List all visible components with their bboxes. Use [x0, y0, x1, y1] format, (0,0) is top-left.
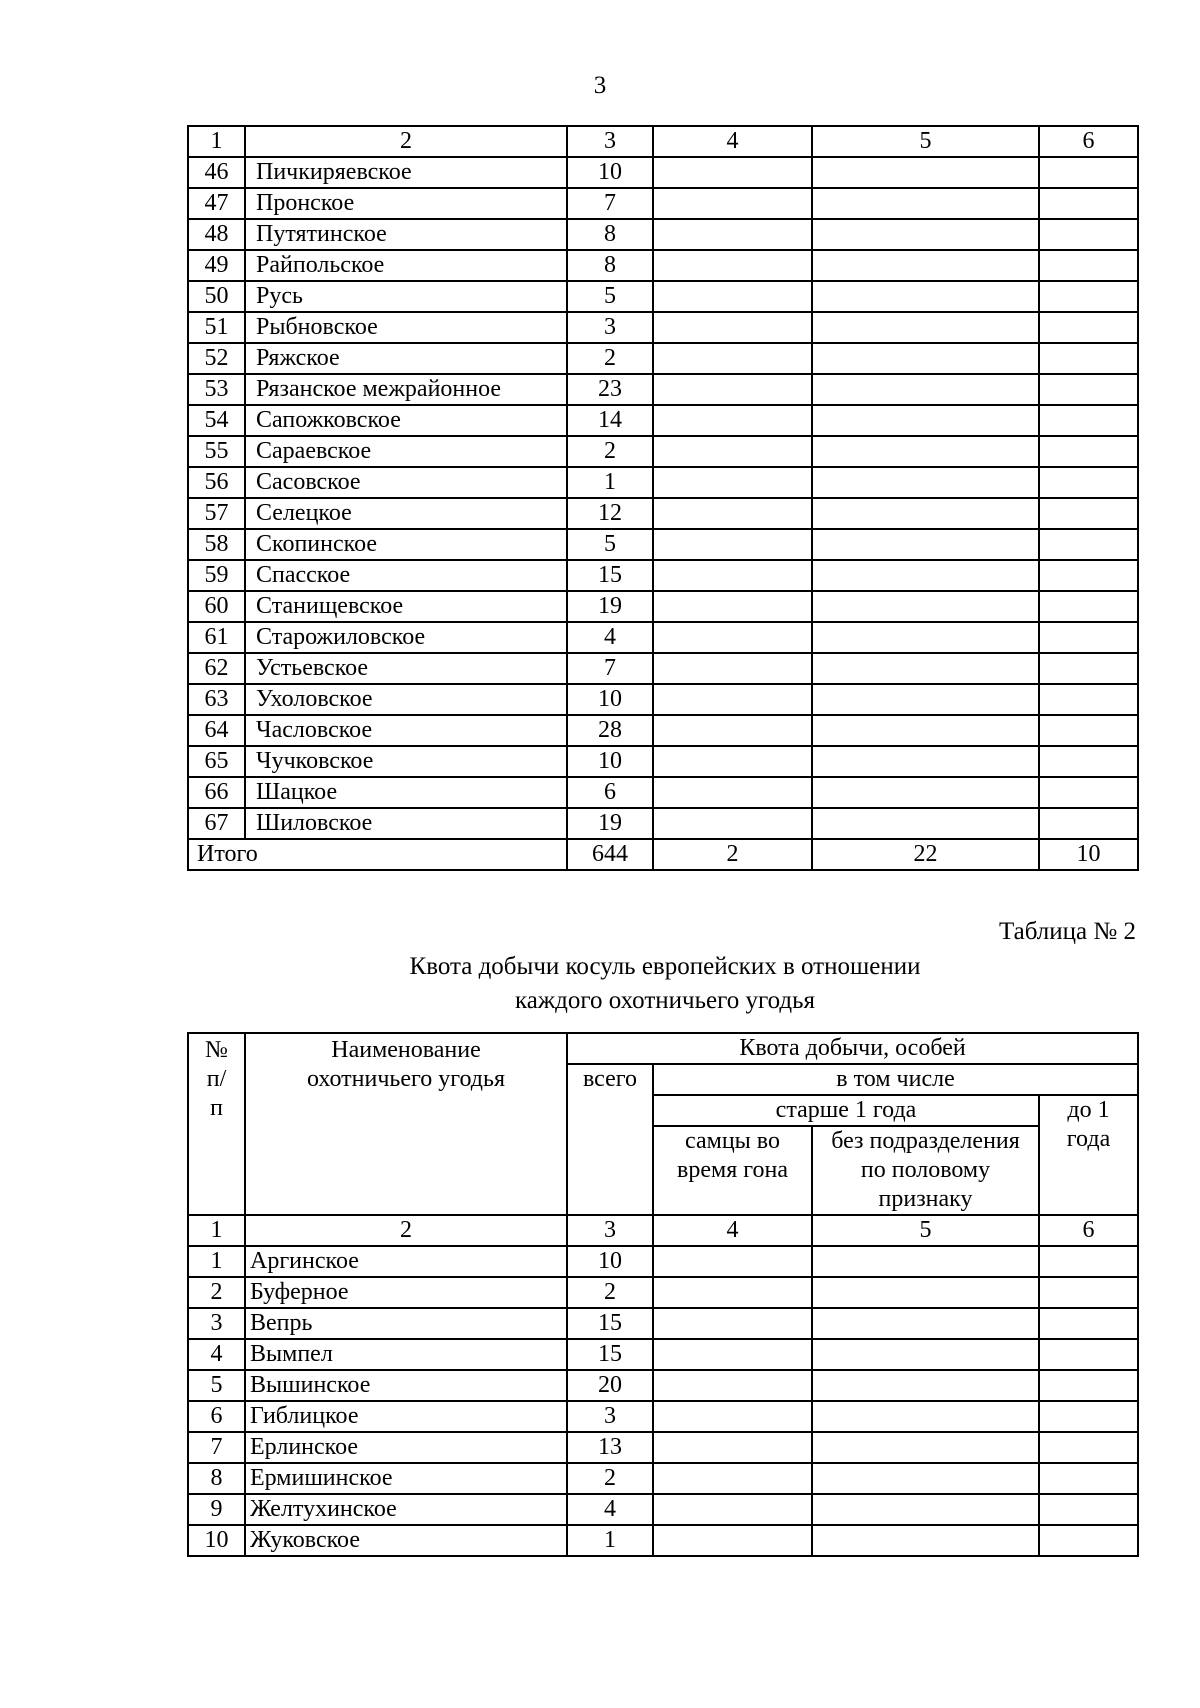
row-number: 2	[188, 1277, 245, 1308]
hunting-ground-name: Аргинское	[245, 1246, 567, 1277]
row-number: 58	[188, 529, 245, 560]
quota-under-1-year	[1039, 529, 1138, 560]
row-number: 52	[188, 343, 245, 374]
row-number: 55	[188, 436, 245, 467]
hunting-ground-name: Рыбновское	[245, 312, 567, 343]
table-row	[188, 777, 1138, 808]
totals-col5: 22	[812, 839, 1039, 870]
quota-total: 4	[567, 1494, 653, 1525]
row-number: 49	[188, 250, 245, 281]
quota-under-1-year	[1039, 343, 1138, 374]
hunting-ground-name: Ерлинское	[245, 1432, 567, 1463]
quota-under-1-year	[1039, 1525, 1138, 1556]
hunting-ground-name: Часловское	[245, 715, 567, 746]
quota-no-sex-division	[812, 188, 1039, 219]
quota-males-rut	[653, 622, 812, 653]
table-row	[188, 1494, 1138, 1525]
table-row	[188, 1246, 1138, 1277]
totals-col4: 2	[653, 839, 812, 870]
row-number: 61	[188, 622, 245, 653]
quota-males-rut	[653, 715, 812, 746]
quota-no-sex-division	[812, 1308, 1039, 1339]
quota-under-1-year	[1039, 498, 1138, 529]
hunting-ground-name: Чучковское	[245, 746, 567, 777]
table-row	[188, 1525, 1138, 1556]
row-number: 10	[188, 1525, 245, 1556]
quota-males-rut	[653, 808, 812, 839]
quota-under-1-year	[1039, 250, 1138, 281]
row-number: 7	[188, 1432, 245, 1463]
row-number: 62	[188, 653, 245, 684]
quota-under-1-year	[1039, 188, 1138, 219]
row-number: 60	[188, 591, 245, 622]
quota-under-1-year	[1039, 436, 1138, 467]
quota-no-sex-division	[812, 157, 1039, 188]
quota-no-sex-division	[812, 250, 1039, 281]
quota-under-1-year	[1039, 777, 1138, 808]
quota-no-sex-division	[812, 560, 1039, 591]
row-number: 64	[188, 715, 245, 746]
hunting-ground-name: Вышинское	[245, 1370, 567, 1401]
quota-total: 10	[567, 684, 653, 715]
quota-no-sex-division	[812, 653, 1039, 684]
table-row	[188, 498, 1138, 529]
table-title-line: каждого охотничьего угодья	[515, 987, 815, 1014]
header-older-than-1-year: старше 1 года	[653, 1095, 1039, 1126]
quota-males-rut	[653, 591, 812, 622]
table-row	[188, 1308, 1138, 1339]
hunting-ground-name: Старожиловское	[245, 622, 567, 653]
page-number: 3	[593, 72, 607, 99]
table-row	[188, 343, 1138, 374]
hunting-ground-name: Шацкое	[245, 777, 567, 808]
quota-males-rut	[653, 281, 812, 312]
quota-males-rut	[653, 777, 812, 808]
quota-total: 7	[567, 188, 653, 219]
col-num: 5	[812, 126, 1039, 157]
table-row	[188, 529, 1138, 560]
quota-no-sex-division	[812, 343, 1039, 374]
quota-males-rut	[653, 312, 812, 343]
row-number: 1	[188, 1246, 245, 1277]
quota-total: 10	[567, 746, 653, 777]
table-row	[188, 1432, 1138, 1463]
quota-under-1-year	[1039, 1463, 1138, 1494]
quota-under-1-year	[1039, 622, 1138, 653]
quota-total: 2	[567, 343, 653, 374]
table-row	[188, 1463, 1138, 1494]
quota-under-1-year	[1039, 1370, 1138, 1401]
quota-no-sex-division	[812, 219, 1039, 250]
col-num: 5	[812, 1215, 1039, 1246]
quota-males-rut	[653, 1525, 812, 1556]
col-num: 4	[653, 126, 812, 157]
hunting-ground-name: Сасовское	[245, 467, 567, 498]
table-row	[188, 591, 1138, 622]
header-under-1-year: до 1 года	[1039, 1095, 1138, 1215]
row-number: 9	[188, 1494, 245, 1525]
hunting-ground-name: Устьевское	[245, 653, 567, 684]
quota-males-rut	[653, 219, 812, 250]
col-num: 6	[1039, 1215, 1138, 1246]
row-number: 65	[188, 746, 245, 777]
hunting-ground-name: Скопинское	[245, 529, 567, 560]
quota-no-sex-division	[812, 467, 1039, 498]
hunting-ground-name: Русь	[245, 281, 567, 312]
row-number: 46	[188, 157, 245, 188]
quota-males-rut	[653, 1432, 812, 1463]
quota-males-rut	[653, 1370, 812, 1401]
header-number: № п/п	[188, 1033, 245, 1215]
quota-no-sex-division	[812, 777, 1039, 808]
row-number: 4	[188, 1339, 245, 1370]
quota-under-1-year	[1039, 1401, 1138, 1432]
table-row	[188, 622, 1138, 653]
quota-total: 4	[567, 622, 653, 653]
quota-no-sex-division	[812, 281, 1039, 312]
quota-total: 12	[567, 498, 653, 529]
quota-total: 15	[567, 560, 653, 591]
quota-no-sex-division	[812, 1246, 1039, 1277]
column-number-row	[188, 126, 1138, 157]
header-total: всего	[567, 1064, 653, 1215]
quota-total: 10	[567, 157, 653, 188]
table-row	[188, 684, 1138, 715]
table-title-line: Квота добычи косуль европейских в отношении	[409, 953, 921, 980]
col-num: 3	[567, 126, 653, 157]
table-row	[188, 281, 1138, 312]
table-row	[188, 467, 1138, 498]
quota-males-rut	[653, 746, 812, 777]
quota-table-continued	[187, 125, 1139, 871]
totals-col3: 644	[567, 839, 653, 870]
hunting-ground-name: Рязанское межрайонное	[245, 374, 567, 405]
hunting-ground-name: Ухоловское	[245, 684, 567, 715]
table-title	[0, 950, 1200, 1018]
col-num: 4	[653, 1215, 812, 1246]
hunting-ground-name: Гиблицкое	[245, 1401, 567, 1432]
row-number: 67	[188, 808, 245, 839]
quota-total: 6	[567, 777, 653, 808]
quota-no-sex-division	[812, 529, 1039, 560]
table-row	[188, 312, 1138, 343]
table-row	[188, 188, 1138, 219]
quota-total: 10	[567, 1246, 653, 1277]
header-no-sex-division: без подразделения по половому признаку	[812, 1126, 1039, 1215]
totals-col6: 10	[1039, 839, 1138, 870]
quota-under-1-year	[1039, 715, 1138, 746]
table-row	[188, 374, 1138, 405]
quota-no-sex-division	[812, 1432, 1039, 1463]
quota-total: 2	[567, 1277, 653, 1308]
quota-males-rut	[653, 157, 812, 188]
hunting-ground-name: Желтухинское	[245, 1494, 567, 1525]
row-number: 54	[188, 405, 245, 436]
hunting-ground-name: Станищевское	[245, 591, 567, 622]
quota-total: 3	[567, 1401, 653, 1432]
quota-under-1-year	[1039, 1494, 1138, 1525]
totals-label: Итого	[188, 839, 567, 870]
table-row	[188, 715, 1138, 746]
quota-under-1-year	[1039, 808, 1138, 839]
row-number: 56	[188, 467, 245, 498]
quota-under-1-year	[1039, 1339, 1138, 1370]
quota-no-sex-division	[812, 436, 1039, 467]
table-row	[188, 1339, 1138, 1370]
quota-under-1-year	[1039, 157, 1138, 188]
quota-total: 19	[567, 808, 653, 839]
quota-total: 2	[567, 436, 653, 467]
quota-no-sex-division	[812, 1370, 1039, 1401]
table-row	[188, 219, 1138, 250]
table-row	[188, 746, 1138, 777]
quota-no-sex-division	[812, 1525, 1039, 1556]
row-number: 51	[188, 312, 245, 343]
hunting-ground-name: Путятинское	[245, 219, 567, 250]
quota-no-sex-division	[812, 1339, 1039, 1370]
hunting-ground-name: Сараевское	[245, 436, 567, 467]
quota-males-rut	[653, 1246, 812, 1277]
quota-total: 1	[567, 1525, 653, 1556]
hunting-ground-name: Ряжское	[245, 343, 567, 374]
quota-total: 7	[567, 653, 653, 684]
quota-no-sex-division	[812, 498, 1039, 529]
hunting-ground-name: Жуковское	[245, 1525, 567, 1556]
quota-under-1-year	[1039, 591, 1138, 622]
quota-males-rut	[653, 529, 812, 560]
quota-no-sex-division	[812, 591, 1039, 622]
column-number-row	[188, 1215, 1138, 1246]
row-number: 6	[188, 1401, 245, 1432]
quota-no-sex-division	[812, 1494, 1039, 1525]
quota-total: 15	[567, 1308, 653, 1339]
quota-males-rut	[653, 1339, 812, 1370]
quota-males-rut	[653, 498, 812, 529]
quota-under-1-year	[1039, 1277, 1138, 1308]
row-number: 47	[188, 188, 245, 219]
quota-no-sex-division	[812, 684, 1039, 715]
col-num: 1	[188, 126, 245, 157]
hunting-ground-name: Пичкиряевское	[245, 157, 567, 188]
quota-males-rut	[653, 1277, 812, 1308]
hunting-ground-name: Райпольское	[245, 250, 567, 281]
quota-males-rut	[653, 374, 812, 405]
quota-under-1-year	[1039, 560, 1138, 591]
quota-under-1-year	[1039, 374, 1138, 405]
quota-no-sex-division	[812, 808, 1039, 839]
table-row	[188, 405, 1138, 436]
quota-males-rut	[653, 1463, 812, 1494]
table-row	[188, 1370, 1138, 1401]
hunting-ground-name: Спасское	[245, 560, 567, 591]
header-including: в том числе	[653, 1064, 1138, 1095]
table-row	[188, 250, 1138, 281]
table-row	[188, 1277, 1138, 1308]
quota-males-rut	[653, 1494, 812, 1525]
col-num: 1	[188, 1215, 245, 1246]
roe-deer-quota-table	[187, 1032, 1139, 1557]
hunting-ground-name: Шиловское	[245, 808, 567, 839]
quota-total: 23	[567, 374, 653, 405]
totals-row	[188, 839, 1138, 870]
table-row	[188, 808, 1138, 839]
quota-under-1-year	[1039, 746, 1138, 777]
hunting-ground-name: Сапожковское	[245, 405, 567, 436]
quota-males-rut	[653, 1401, 812, 1432]
quota-no-sex-division	[812, 312, 1039, 343]
header-quota: Квота добычи, особей	[567, 1033, 1138, 1064]
table-row	[188, 560, 1138, 591]
quota-under-1-year	[1039, 1432, 1138, 1463]
quota-no-sex-division	[812, 715, 1039, 746]
hunting-ground-name: Вепрь	[245, 1308, 567, 1339]
quota-total: 3	[567, 312, 653, 343]
quota-no-sex-division	[812, 1401, 1039, 1432]
quota-total: 28	[567, 715, 653, 746]
quota-total: 2	[567, 1463, 653, 1494]
quota-under-1-year	[1039, 219, 1138, 250]
row-number: 50	[188, 281, 245, 312]
quota-total: 5	[567, 281, 653, 312]
quota-total: 14	[567, 405, 653, 436]
quota-males-rut	[653, 250, 812, 281]
table-label: Таблица № 2	[998, 918, 1136, 945]
col-num: 3	[567, 1215, 653, 1246]
quota-total: 1	[567, 467, 653, 498]
quota-total: 19	[567, 591, 653, 622]
quota-under-1-year	[1039, 653, 1138, 684]
quota-total: 13	[567, 1432, 653, 1463]
col-num: 2	[245, 126, 567, 157]
quota-males-rut	[653, 653, 812, 684]
row-number: 8	[188, 1463, 245, 1494]
row-number: 57	[188, 498, 245, 529]
quota-total: 20	[567, 1370, 653, 1401]
table-row	[188, 1401, 1138, 1432]
row-number: 63	[188, 684, 245, 715]
quota-total: 15	[567, 1339, 653, 1370]
row-number: 53	[188, 374, 245, 405]
col-num: 2	[245, 1215, 567, 1246]
row-number: 5	[188, 1370, 245, 1401]
hunting-ground-name: Селецкое	[245, 498, 567, 529]
quota-under-1-year	[1039, 684, 1138, 715]
quota-under-1-year	[1039, 1308, 1138, 1339]
table-row	[188, 157, 1138, 188]
quota-males-rut	[653, 684, 812, 715]
quota-males-rut	[653, 467, 812, 498]
quota-total: 8	[567, 219, 653, 250]
quota-males-rut	[653, 560, 812, 591]
quota-no-sex-division	[812, 1463, 1039, 1494]
quota-under-1-year	[1039, 405, 1138, 436]
table-row	[188, 653, 1138, 684]
quota-males-rut	[653, 436, 812, 467]
quota-no-sex-division	[812, 1277, 1039, 1308]
hunting-ground-name: Ермишинское	[245, 1463, 567, 1494]
quota-no-sex-division	[812, 746, 1039, 777]
quota-total: 5	[567, 529, 653, 560]
quota-males-rut	[653, 1308, 812, 1339]
table-row	[188, 436, 1138, 467]
header-hunting-ground-name: Наименование охотничьего угодья	[245, 1033, 567, 1215]
quota-total: 8	[567, 250, 653, 281]
col-num: 6	[1039, 126, 1138, 157]
row-number: 48	[188, 219, 245, 250]
hunting-ground-name: Пронское	[245, 188, 567, 219]
row-number: 59	[188, 560, 245, 591]
quota-males-rut	[653, 188, 812, 219]
row-number: 3	[188, 1308, 245, 1339]
hunting-ground-name: Вымпел	[245, 1339, 567, 1370]
quota-under-1-year	[1039, 312, 1138, 343]
quota-no-sex-division	[812, 405, 1039, 436]
quota-under-1-year	[1039, 281, 1138, 312]
quota-no-sex-division	[812, 374, 1039, 405]
hunting-ground-name: Буферное	[245, 1277, 567, 1308]
row-number: 66	[188, 777, 245, 808]
quota-no-sex-division	[812, 622, 1039, 653]
quota-under-1-year	[1039, 1246, 1138, 1277]
quota-under-1-year	[1039, 467, 1138, 498]
quota-males-rut	[653, 343, 812, 374]
quota-males-rut	[653, 405, 812, 436]
header-males-rut: самцы во время гона	[653, 1126, 812, 1215]
